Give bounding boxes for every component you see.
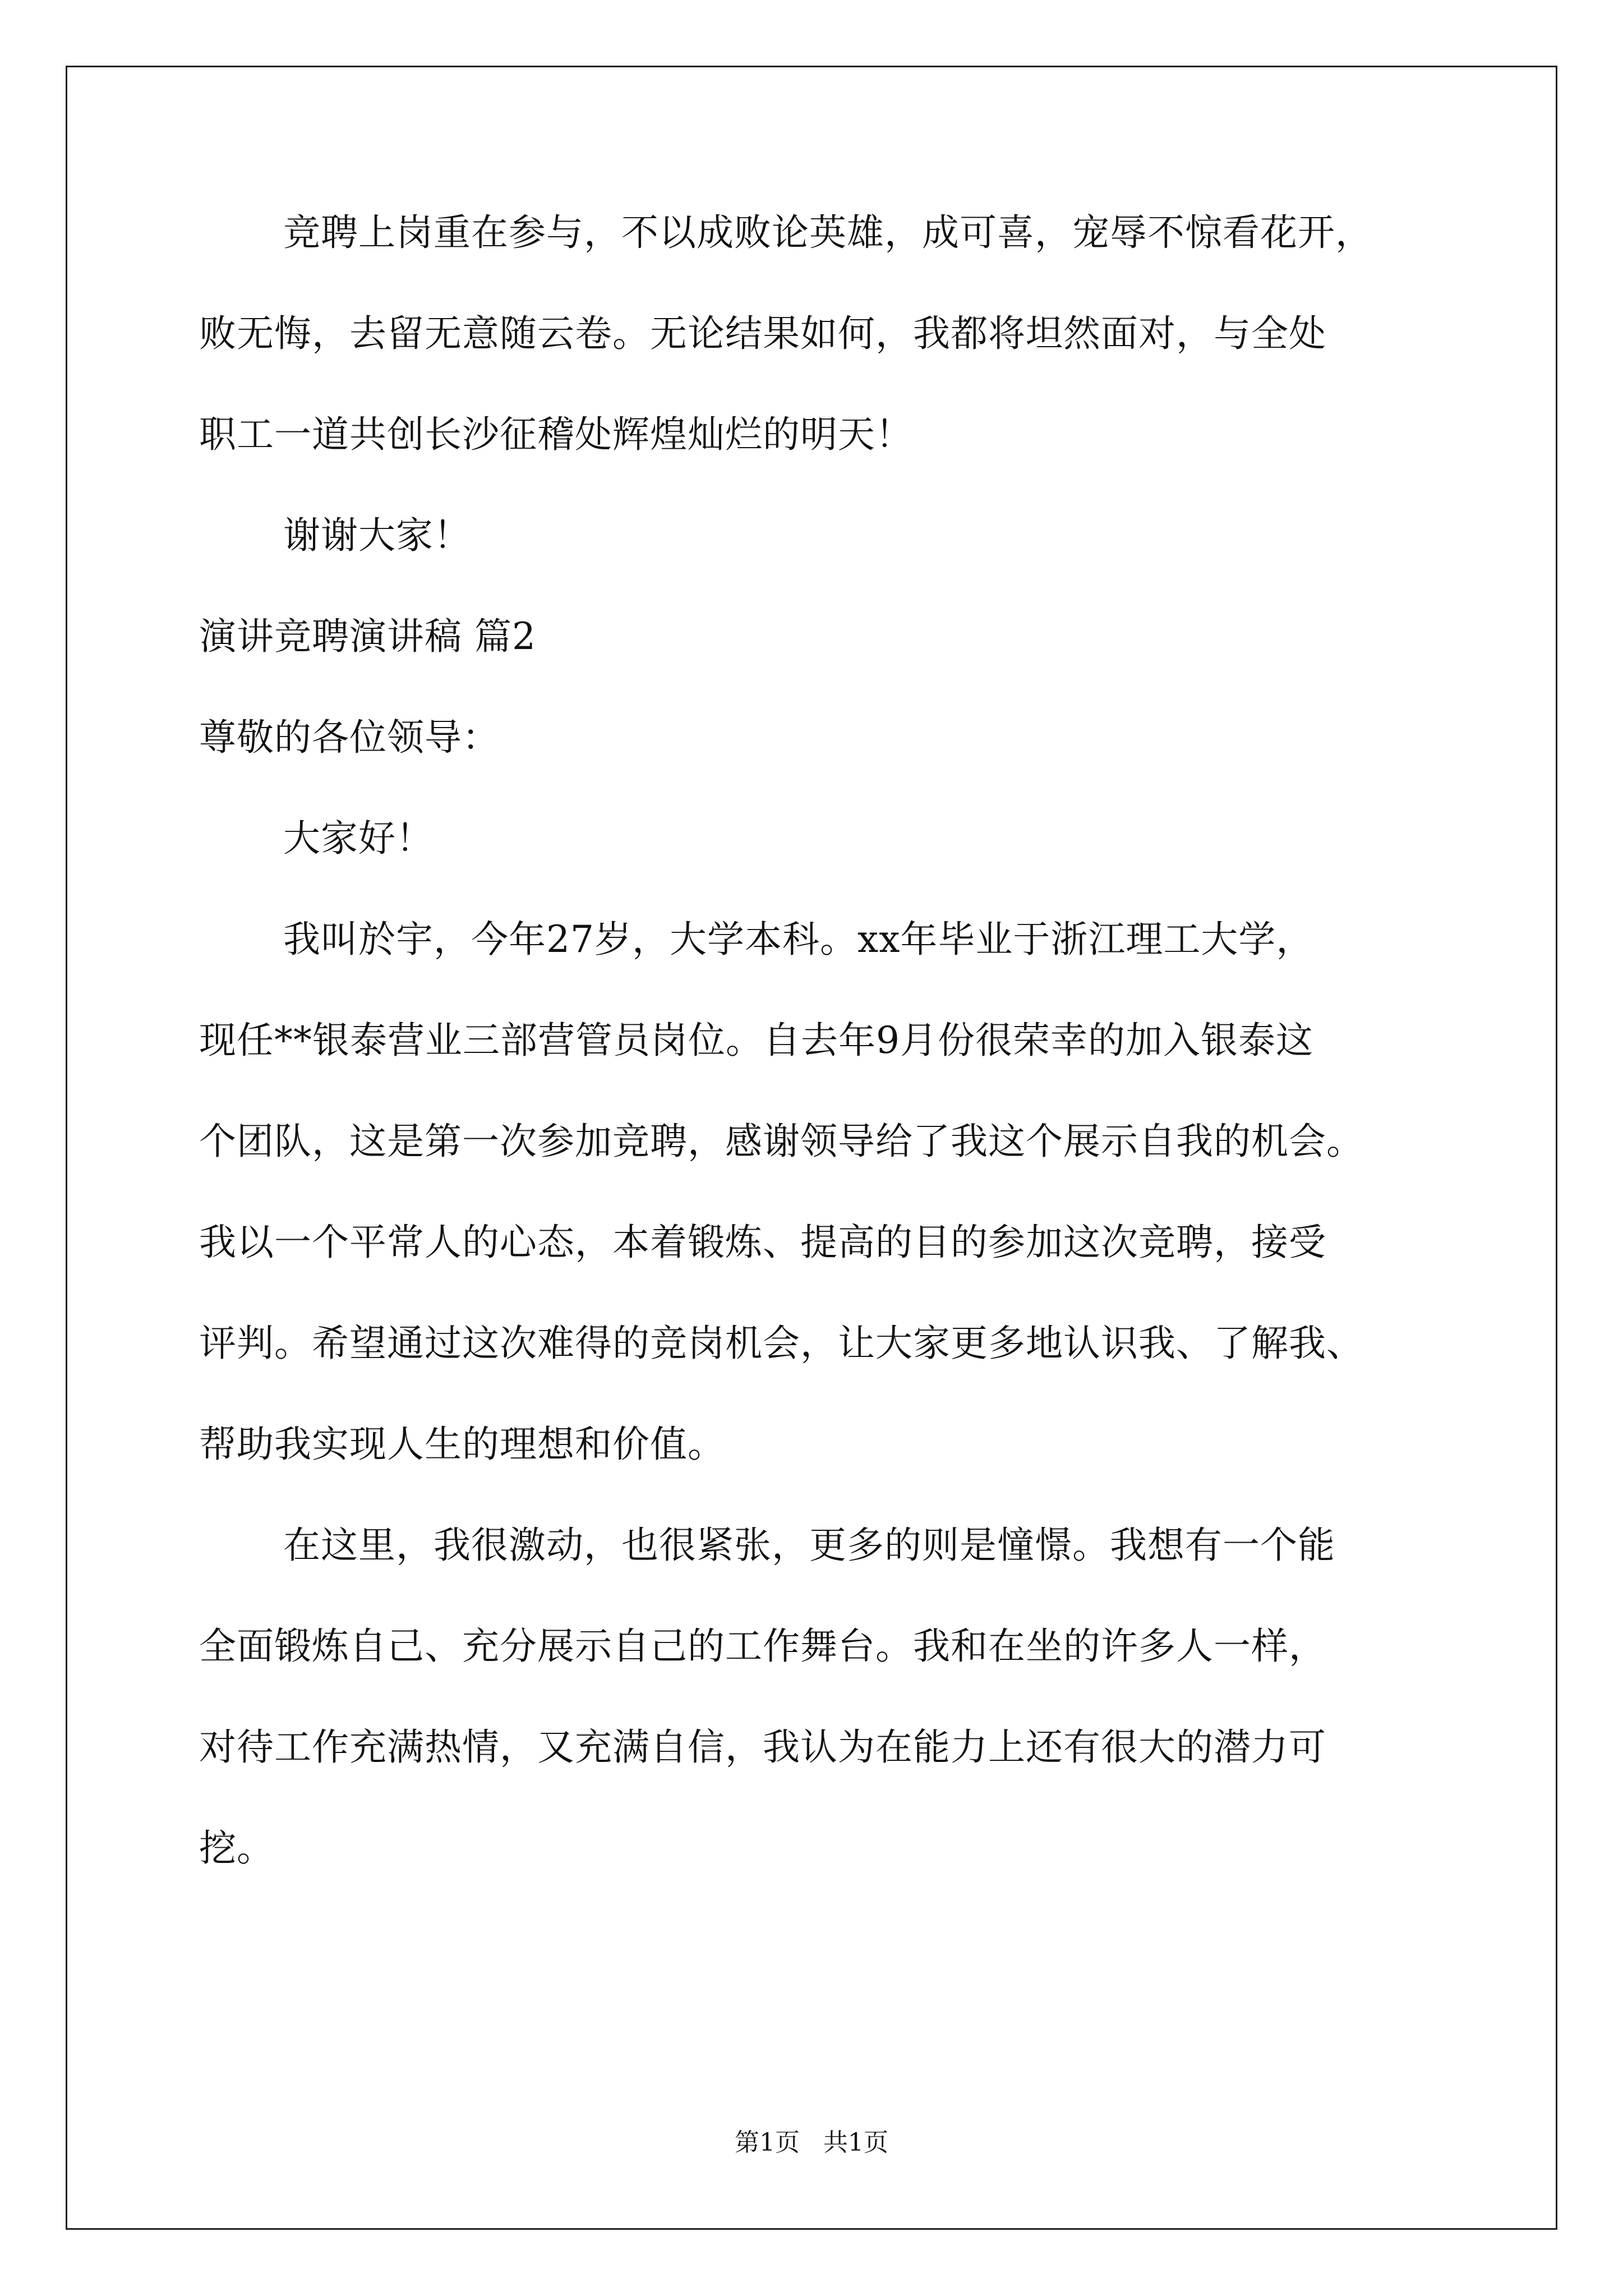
paragraph-2-line-4: 我以一个平常人的心态，本着锻炼、提高的目的参加这次竞聘，接受 xyxy=(199,1221,1326,1264)
paragraph-2-line-2: 现任**银泰营业三部营管员岗位。自去年9月份很荣幸的加入银泰这 xyxy=(199,1019,1313,1062)
paragraph-3-line-2: 全面锻炼自己、充分展示自己的工作舞台。我和在坐的许多人一样， xyxy=(199,1625,1326,1668)
paragraph-2-line-5: 评判。希望通过这次难得的竞岗机会，让大家更多地认识我、了解我、 xyxy=(199,1322,1364,1365)
paragraph-2-line-3: 个团队，这是第一次参加竞聘，感谢领导给了我这个展示自我的机会。 xyxy=(199,1120,1364,1163)
thanks-line: 谢谢大家！ xyxy=(283,514,471,557)
page-footer: 第1页 共1页 xyxy=(735,2128,888,2157)
paragraph-3-line-1: 在这里，我很激动，也很紧张，更多的则是憧憬。我想有一个能 xyxy=(283,1524,1335,1567)
section-title: 演讲竞聘演讲稿 篇2 xyxy=(199,615,536,658)
paragraph-1-line-3: 职工一道共创长沙征稽处辉煌灿烂的明天！ xyxy=(199,413,913,456)
greeting: 大家好！ xyxy=(283,817,434,860)
salutation: 尊敬的各位领导： xyxy=(199,716,500,759)
paragraph-1-line-1: 竞聘上岗重在参与，不以成败论英雄，成可喜，宠辱不惊看花开， xyxy=(283,211,1373,254)
paragraph-3-line-3: 对待工作充满热情，又充满自信，我认为在能力上还有很大的潜力可 xyxy=(199,1726,1326,1769)
paragraph-1-line-2: 败无悔，去留无意随云卷。无论结果如何，我都将坦然面对，与全处 xyxy=(199,312,1326,355)
paragraph-3-line-4: 挖。 xyxy=(199,1826,274,1870)
paragraph-2-line-6: 帮助我实现人生的理想和价值。 xyxy=(199,1423,725,1466)
paragraph-2-line-1: 我叫於宇，今年27岁，大学本科。xx年毕业于浙江理工大学， xyxy=(283,918,1314,961)
